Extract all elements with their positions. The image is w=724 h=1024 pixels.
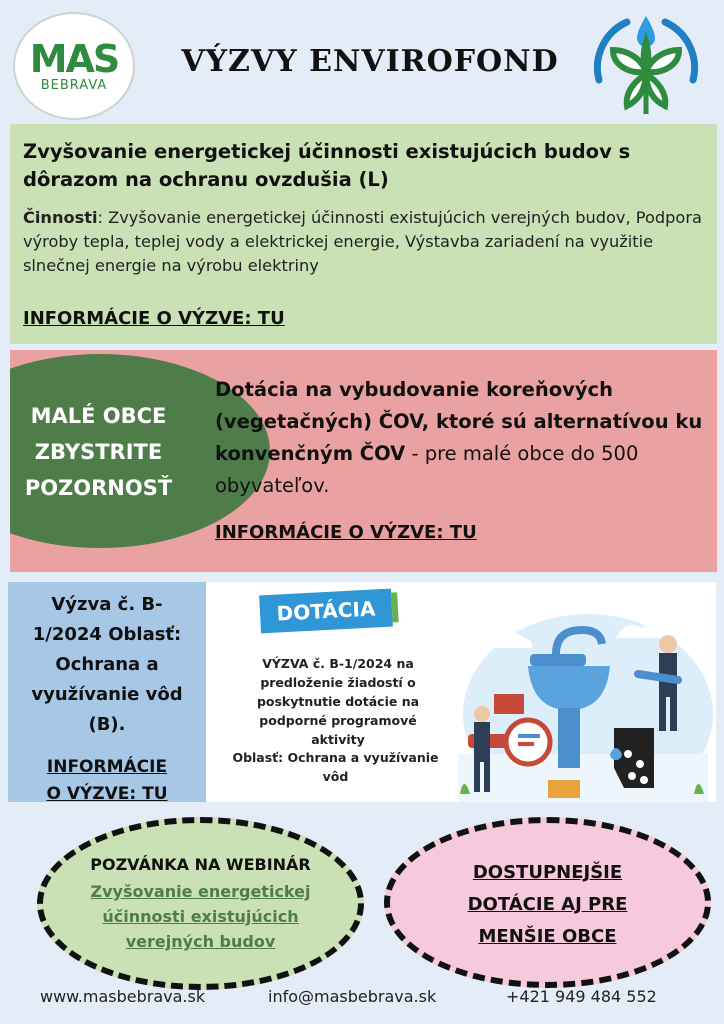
energy-efficiency-call <box>10 124 717 344</box>
water-call-sidebar <box>8 582 206 802</box>
water-call-info-link[interactable]: INFORMÁCIE O VÝZVE: TU <box>46 757 168 802</box>
activities-text <box>23 206 705 278</box>
footer-email[interactable]: info@masbebrava.sk <box>268 987 437 1006</box>
root-wastewater-bold: Dotácia na vybudovanie koreňových (vegetačných) ČOV, ktoré sú alternatívou ku konvenčným ČOV <box>215 378 703 465</box>
water-call-title: Výzva č. B-1/2024 Oblasť: Ochrana a využívanie vôd (B). <box>31 594 183 735</box>
energy-efficiency-info-link[interactable]: INFORMÁCIE O VÝZVE: TU <box>23 308 285 329</box>
root-wastewater-normal: - pre malé obce do 500 obyvateľov. <box>215 442 639 497</box>
water-call-image-area: Oblasť: Ochrana a využívanie vôd <box>232 750 439 784</box>
small-towns-attention-text: MALÉ OBCE ZBYSTRITE POZORNOSŤ <box>24 404 173 500</box>
footer-phone[interactable]: +421 949 484 552 <box>506 987 657 1006</box>
webinar-title: POZVÁNKA NA WEBINÁR <box>90 855 311 874</box>
mas-bebrava-logo[interactable] <box>13 12 135 120</box>
root-wastewater-info-link[interactable]: INFORMÁCIE O VÝZVE: TU <box>215 522 477 543</box>
root-wastewater-description <box>215 374 705 502</box>
webinar-invitation[interactable] <box>37 817 364 990</box>
activities-label: Činnosti <box>23 208 98 227</box>
activities-description: : Zvyšovanie energetickej účinnosti existujúcich verejných budov, Podpora výroby tepla, teplej vody a elektrickej energie, Výstavba zariadení na využitie slnečnej energie na výrobu elektriny <box>23 208 702 275</box>
root-wastewater-call <box>10 350 717 572</box>
small-towns-subsidies-link[interactable]: DOSTUPNEJŠIE DOTÁCIE AJ PRE MENŠIE OBCE <box>467 862 628 947</box>
dotacia-badge: DOTÁCIA <box>259 589 393 634</box>
header <box>0 0 724 125</box>
energy-efficiency-heading: Zvyšovanie energetickej účinnosti existujúcich budov s dôrazom na ochranu ovzdušia (L) <box>23 140 631 191</box>
page-title: VÝZVY ENVIROFOND <box>181 44 559 79</box>
envirofond-logo-icon <box>587 10 705 118</box>
footer <box>0 987 724 1013</box>
water-protection-call <box>8 582 716 802</box>
footer-website[interactable]: www.masbebrava.sk <box>40 987 206 1006</box>
mas-logo-subtext: BEBRAVA <box>40 77 108 93</box>
small-towns-subsidies[interactable] <box>384 817 711 988</box>
webinar-link[interactable]: Zvyšovanie energetickej účinnosti existujúcich verejných budov <box>90 882 311 951</box>
water-call-image-text: VÝZVA č. B-1/2024 na predloženie žiadostí o poskytnutie dotácie na podporné programové aktivity <box>256 656 420 747</box>
plumbing-illustration-icon <box>438 604 713 802</box>
mas-logo-text: MAS <box>29 36 119 81</box>
